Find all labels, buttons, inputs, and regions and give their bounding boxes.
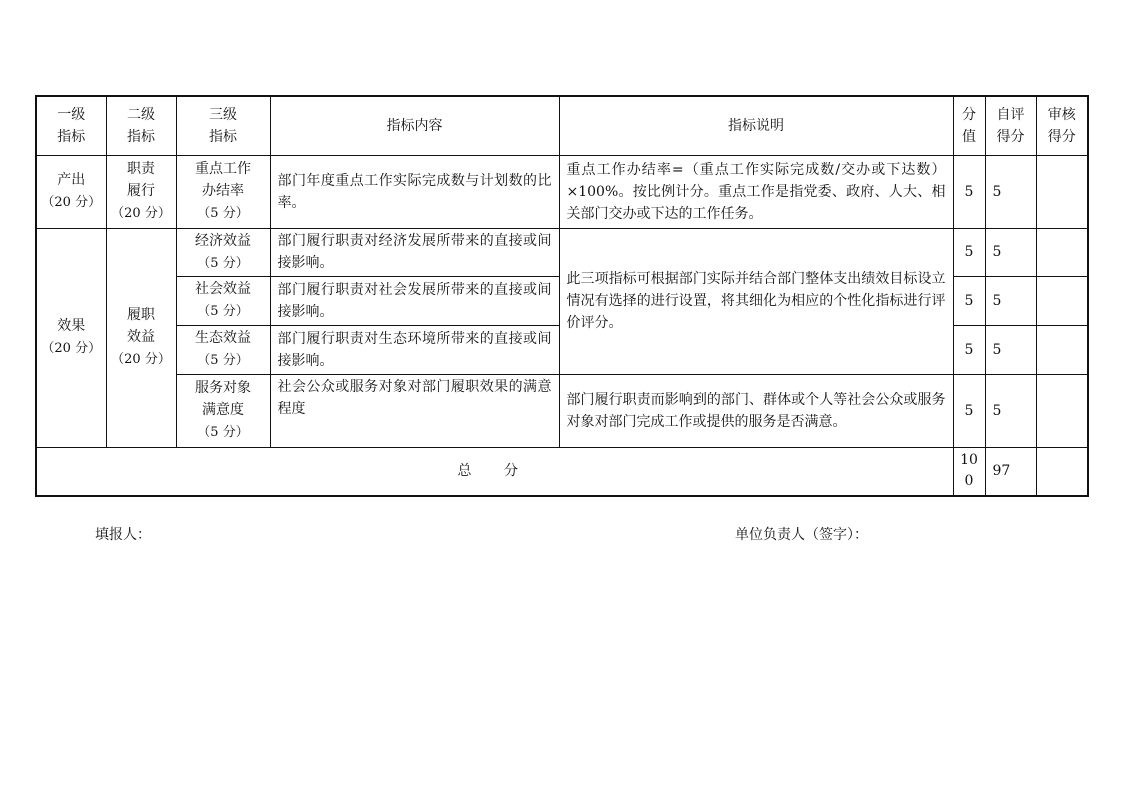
description-cell: 重点工作办结率=（重点工作实际完成数/交办或下达数）×100%。按比例计分。重点工作是指党委、政府、人大、相关部门交办或下达的工作任务。 <box>559 155 953 228</box>
audit-score-cell <box>1036 374 1088 447</box>
table-row <box>36 374 1088 447</box>
points-cell: 5 <box>953 228 985 276</box>
level1-output: 产出 （20 分） <box>36 155 106 228</box>
total-points-cell: 10 0 <box>953 447 985 496</box>
header-audit-score: 审核 得分 <box>1036 96 1088 155</box>
header-level2: 二级 指标 <box>106 96 176 155</box>
self-score-cell: 5 <box>985 276 1036 325</box>
total-row <box>36 447 1088 496</box>
level1-effect: 效果 （20 分） <box>36 228 106 447</box>
header-level3: 三级 指标 <box>176 96 270 155</box>
audit-score-cell <box>1036 228 1088 276</box>
content-cell: 部门履行职责对经济发展所带来的直接或间接影响。 <box>270 228 559 276</box>
level3-satisfaction: 服务对象 满意度 （5 分） <box>176 374 270 447</box>
level3-ecological: 生态效益 （5 分） <box>176 325 270 374</box>
table-row <box>36 155 1088 228</box>
header-self-score: 自评 得分 <box>985 96 1036 155</box>
points-cell: 5 <box>953 325 985 374</box>
header-row <box>36 96 1088 155</box>
content-cell: 社会公众或服务对象对部门履职效果的满意程度 <box>270 374 559 447</box>
audit-score-cell <box>1036 325 1088 374</box>
total-label: 总 分 <box>36 447 953 496</box>
points-cell: 5 <box>953 374 985 447</box>
self-score-cell: 5 <box>985 325 1036 374</box>
header-content: 指标内容 <box>270 96 559 155</box>
level2-duty: 职责 履行 （20 分） <box>106 155 176 228</box>
total-self-score-cell: 97 <box>985 447 1036 496</box>
filler-label: 填报人： <box>95 527 151 543</box>
description-cell: 部门履行职责而影响到的部门、群体或个人等社会公众或服务对象对部门完成工作或提供的服务是否满意。 <box>559 374 953 447</box>
content-cell: 部门年度重点工作实际完成数与计划数的比率。 <box>270 155 559 228</box>
evaluation-table <box>35 95 1089 497</box>
shared-description-cell: 此三项指标可根据部门实际并结合部门整体支出绩效目标设立情况有选择的进行设置，将其细化为相应的个性化指标进行评价评分。 <box>559 228 953 374</box>
content-cell: 部门履行职责对社会发展所带来的直接或间接影响。 <box>270 276 559 325</box>
table-row <box>36 228 1088 276</box>
header-level1: 一级 指标 <box>36 96 106 155</box>
self-score-cell: 5 <box>985 228 1036 276</box>
self-score-cell: 5 <box>985 374 1036 447</box>
audit-score-cell <box>1036 155 1088 228</box>
leader-signature-label: 单位负责人（签字）： <box>735 527 868 543</box>
content-cell: 部门履行职责对生态环境所带来的直接或间接影响。 <box>270 325 559 374</box>
level2-benefit: 履职 效益 （20 分） <box>106 228 176 447</box>
header-description: 指标说明 <box>559 96 953 155</box>
points-cell: 5 <box>953 276 985 325</box>
header-points: 分 值 <box>953 96 985 155</box>
level3-key-work: 重点工作 办结率 （5 分） <box>176 155 270 228</box>
points-cell: 5 <box>953 155 985 228</box>
level3-social: 社会效益 （5 分） <box>176 276 270 325</box>
total-audit-score-cell <box>1036 447 1088 496</box>
self-score-cell: 5 <box>985 155 1036 228</box>
level3-economic: 经济效益 （5 分） <box>176 228 270 276</box>
audit-score-cell <box>1036 276 1088 325</box>
